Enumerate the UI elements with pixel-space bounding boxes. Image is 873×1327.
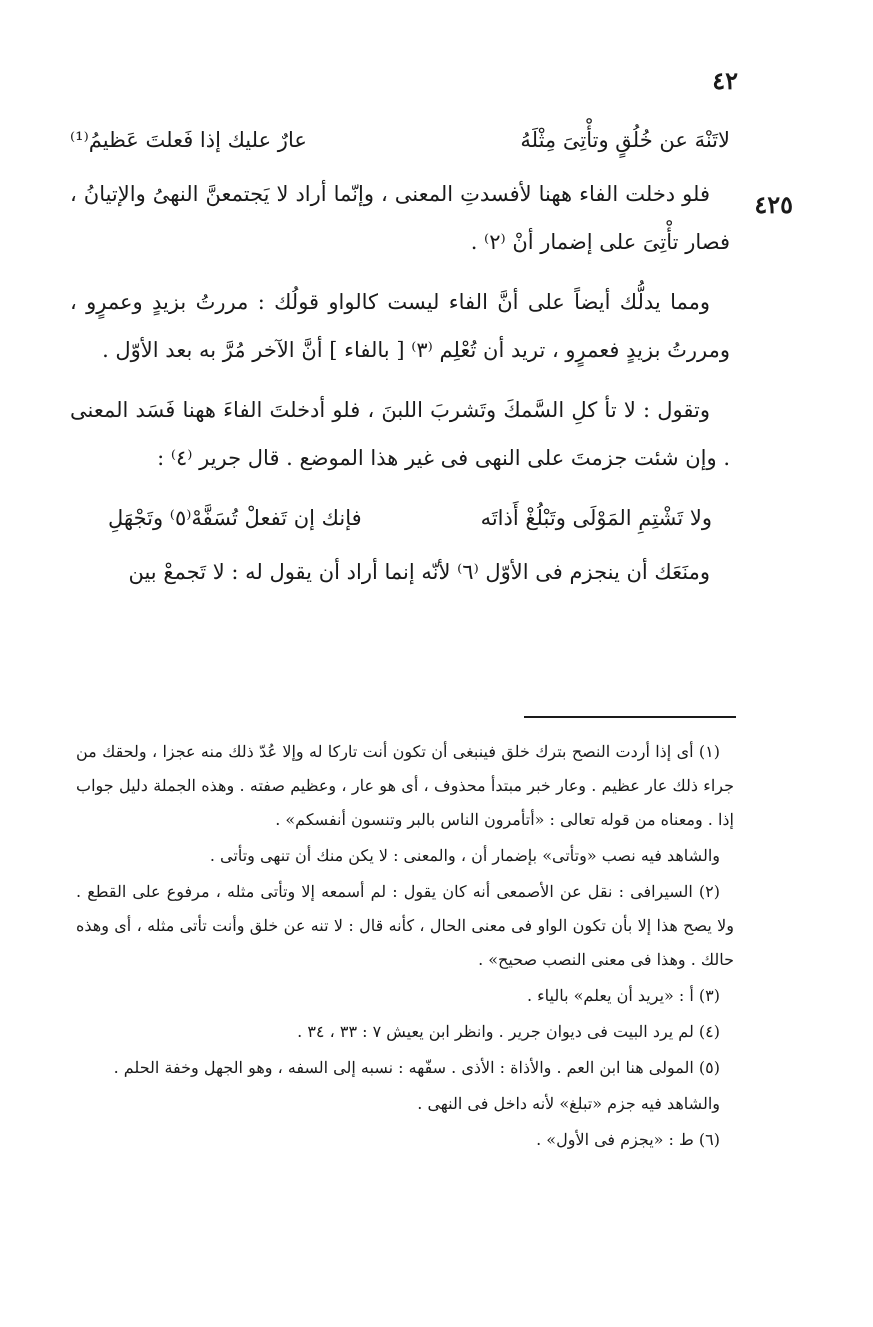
verse-1	[70, 116, 730, 164]
main-text	[70, 116, 730, 608]
footnote-6: (٦) ط : «يجزم فى الأول» .	[536, 1130, 720, 1149]
footnote-1-witness: والشاهد فيه نصب «وتأتى» بإضمار أن ، والمعنى : لا يكن منك أن تنهى وتأتى .	[209, 846, 720, 865]
page-number: ٤٢	[712, 66, 738, 95]
verse-1-first-hemistich: لاتَنْهَ عن خُلُقٍ وتأْتِىَ مِثْلَهُ	[520, 128, 730, 152]
footnote-3: (٣) أ : «يريد أن يعلم» بالياء .	[526, 986, 720, 1005]
footnotes	[76, 735, 734, 1159]
paragraph-3: وتقول : لا تأ كلِ السَّمكَ وتَشربَ اللبنَ ، فلو أدخلتَ الفاءَ ههنا فَسَد المعنى . وإن شئت جزمتَ على النهى فى غير هذا الموضع . قال جرير ⁽٤⁾ :	[70, 398, 730, 470]
paragraph-2: ومما يدلُّك أيضاً على أنَّ الفاء ليست كالواو قولُك : مررتُ بزيدٍ وعمرٍو ، ومررتُ بزيدٍ فعمرٍو ، تريد أن تُعْلِم ⁽٣⁾ [ بالفاء ] أنَّ الآخر مُرَّ به بعد الأوّل .	[70, 290, 730, 362]
verse-2-first-hemistich: ولا تَشْتِمِ المَوْلَى وتَبْلُغْ أَذاتَه	[480, 506, 712, 530]
footnote-1: (١) أى إذا أردت النصح بترك خلق فينبغى أن تكون أنت تاركا له وإلا عُدّ ذلك منه عجزا ، ولحقك من جراء ذلك عار عظيم . وعار خبر مبتدأ محذوف ، أى هو عار ، وعظيم صفته . وهذه الجملة دليل جواب إذا . ومعناه من قوله تعالى : «أتأمرون الناس بالبر وتنسون أنفسكم» .	[76, 742, 734, 829]
footnote-divider	[524, 716, 736, 718]
footnote-2: (٢) السيرافى : نقل عن الأصمعى أنه كان يقول : لم أسمعه إلا وتأتى مثله ، مرفوع على القطع . ولا يصح هذا إلا بأن تكون الواو فى معنى الحال ، كأنه قال : لا تنه عن خلق وأنت تأتى مثله ، أى وهذه حالك . وهذا فى معنى النصب صحيح» .	[76, 882, 734, 969]
verse-1-second-hemistich: عارٌ عليك إذا فَعلتَ عَظيمُ⁽¹⁾	[70, 128, 307, 152]
verse-2-second-hemistich: فإنك إن تَفعلْ تُسَفَّهْ⁽٥⁾ وتَجْهَلِ	[108, 506, 362, 530]
verse-2	[70, 494, 730, 542]
footnote-5: (٥) المولى هنا ابن العم . والأذاة : الأذى . سفّهه : نسبه إلى السفه ، وهو الجهل وخفة الحلم .	[113, 1058, 720, 1077]
paragraph-1: فلو دخلت الفاء ههنا لأفسدتِ المعنى ، وإنّما أراد لا يَجتمعنَّ النهىُ والإتيانُ ، فصار تأْتِىَ على إضمار أنْ ⁽٢⁾ .	[70, 182, 730, 254]
margin-line-number: ٤٢٥	[754, 190, 793, 219]
paragraph-4: ومنَعَك أن ينجزم فى الأوّل ⁽٦⁾ لأنّه إنما أراد أن يقول له : لا تَجمعْ بين	[128, 560, 710, 584]
footnote-5-witness: والشاهد فيه جزم «تبلغ» لأنه داخل فى النهى .	[417, 1094, 720, 1113]
footnote-4: (٤) لم يرد البيت فى ديوان جرير . وانظر ابن يعيش ٧ : ٣٣ ، ٣٤ .	[297, 1022, 720, 1041]
